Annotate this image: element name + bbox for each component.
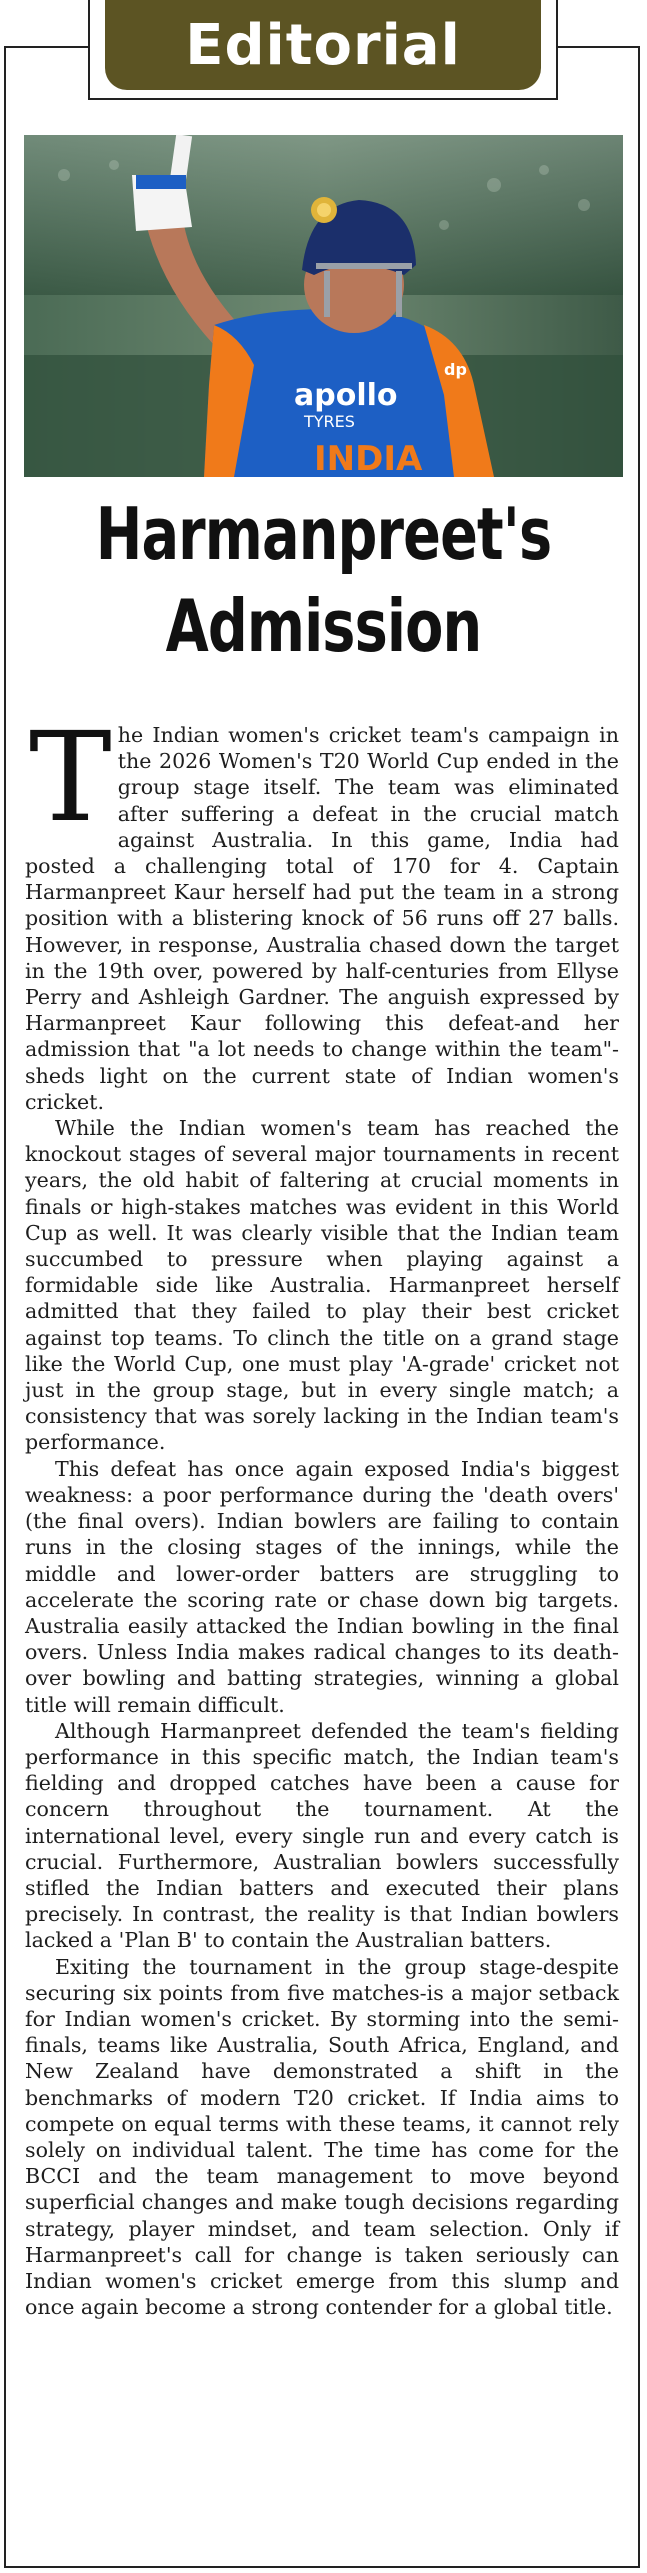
svg-text:TYRES: TYRES [304, 412, 355, 431]
svg-text:apollo: apollo [294, 378, 398, 413]
article-headline [24, 488, 623, 672]
paragraph-5: Exiting the tournament in the group stage-despite securing six points from five matches-is a major setback for Indian women's cricket. By storming into the semi-finals, teams like Australia, South Africa, England, and New Zealand have demonstrated a shift in the benchmarks of modern T20 cricket. If India aims to compete on equal terms with these teams, it cannot rely solely on individual talent. The time has come for the BCCI and the team management to move beyond superficial changes and make tough decisions regarding strategy, player mindset, and team selection. Only if Harmanpreet's call for change is taken seriously can Indian women's cricket emerge from this slump and once again become a strong contender for a global title. [25, 1954, 619, 2320]
drop-cap: T [29, 706, 112, 850]
paragraph-1 [25, 706, 619, 1115]
paragraph-1-text: he Indian women's cricket team's campaign in the 2026 Women's T20 World Cup ended in the group stage itself. The team was eliminated after suffering a defeat in the crucial match against Australia. In this game, India had posted a challenging total of 170 for 4. Captain Harmanpreet Kaur herself had put the team in a strong position with a blistering knock of 56 runs off 27 balls. However, in response, Australia chased down the target in the 19th over, powered by half-centuries from Ellyse Perry and Ashleigh Gardner. The anguish expressed by Harmanpreet Kaur following this defeat-and her admission that "a lot needs to change within the team"-sheds light on the current state of Indian women's cricket. [25, 723, 619, 1114]
section-title: Editorial [185, 12, 461, 78]
paragraph-2: While the Indian women's team has reached the knockout stages of several major tournaments in recent years, the old habit of faltering at crucial moments in finals or high-stakes matches was evident in this World Cup as well. It was clearly visible that the Indian team succumbed to pressure when playing against a formidable side like Australia. Harmanpreet herself admitted that they failed to play their best cricket against top teams. To clinch the title on a grand stage like the World Cup, one must play 'A-grade' cricket not just in the group stage, but in every single match; a consistency that was sorely lacking in the Indian team's performance. [25, 1116, 619, 1455]
headline-line-1: Harmanpreet's [95, 492, 552, 576]
headline-line-2: Admission [165, 584, 482, 668]
svg-text:INDIA: INDIA [314, 439, 423, 477]
svg-text:dp: dp [444, 360, 467, 379]
paragraph-4: Although Harmanpreet defended the team's fielding performance in this specific match, the Indian team's fielding and dropped catches have been a cause for concern throughout the tournament. At the international level, every single run and every catch is crucial. Furthermore, Australian bowlers successfully stifled the Indian batters and executed their plans precisely. In contrast, the reality is that Indian bowlers lacked a 'Plan B' to contain the Australian batters. [25, 1718, 619, 1953]
article-body [25, 706, 619, 2320]
paragraph-3: This defeat has once again exposed India's biggest weakness: a poor performance during the 'death overs' (the final overs). Indian bowlers are failing to contain runs in the closing stages of the innings, while the middle and lower-order batters are struggling to accelerate the scoring rate or chase down big targets. Australia easily attacked the Indian bowling in the final overs. Unless India makes radical changes to its death-over bowling and batting strategies, winning a global title will remain difficult. [25, 1456, 619, 1717]
cricketer-photo-icon [24, 135, 623, 477]
article-photo [24, 135, 623, 477]
section-header [105, 0, 541, 90]
